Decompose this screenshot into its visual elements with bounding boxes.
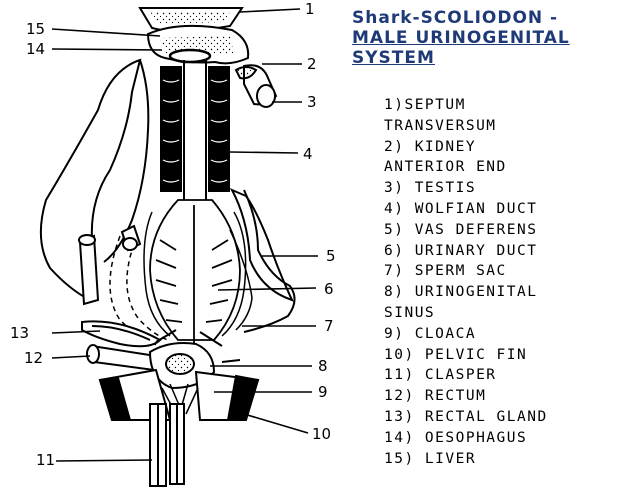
pelvic-fin-right [196,372,258,420]
title-line-1: Shark-SCOLIODON - [352,8,559,28]
callout-3: 3 [307,93,317,111]
callout-7: 7 [324,317,334,335]
legend-item: 12) RECTUM [384,388,487,405]
callout-15: 15 [26,20,46,38]
legend-item: 3) TESTIS [384,180,477,197]
title-line-3: SYSTEM [352,48,435,68]
legend-item: 13) RECTAL GLAND [384,408,548,425]
callout-1: 1 [305,0,315,18]
diagram-title [352,8,624,68]
rectum [87,345,156,370]
legend-item: 14) OESOPHAGUS [384,429,528,446]
callout-12: 12 [24,349,44,367]
callout-5: 5 [326,247,336,265]
kidney-right-lobe [232,190,292,300]
callout-8: 8 [318,357,328,375]
legend-item: 5) VAS DEFERENS [384,221,538,238]
oesophagus [170,50,210,62]
rectal-gland [82,321,160,346]
callout-10: 10 [312,425,332,443]
central-tube [184,60,206,200]
callout-2: 2 [307,55,317,73]
clasper-left [150,404,166,486]
sperm-sac-tube-right [122,226,140,250]
callout-13: 13 [10,324,30,342]
callout-14: 14 [26,40,46,58]
callout-6: 6 [324,280,334,298]
urinary-sac [150,200,240,350]
legend-item: 2) KIDNEY [384,138,477,155]
legend-item: 10) PELVIC FIN [384,346,528,363]
callout-11: 11 [36,451,56,469]
clasper-right [170,404,184,484]
legend-item: 8) URINOGENITAL [384,284,538,301]
wolffian-duct-right [208,66,230,192]
legend-item: 7) SPERM SAC [384,263,507,280]
legend-item: 9) CLOACA [384,325,477,342]
callout-4: 4 [303,145,313,163]
legend-item: 6) URINARY DUCT [384,242,538,259]
legend-item: 4) WOLFIAN DUCT [384,200,538,217]
wolffian-duct-left [160,66,182,192]
legend-item: SINUS [384,304,436,321]
legend-item: 1)SEPTUM [384,97,466,113]
legend-item: 11) CLASPER [384,367,497,384]
callout-9: 9 [318,383,328,401]
legend-item: TRANSVERSUM [384,117,497,134]
testis [236,65,276,107]
title-line-2: MALE URINOGENITAL [352,28,570,48]
legend-item: ANTERIOR END [384,159,507,176]
legend-list [384,95,548,469]
legend-item: 15) LIVER [384,450,477,467]
